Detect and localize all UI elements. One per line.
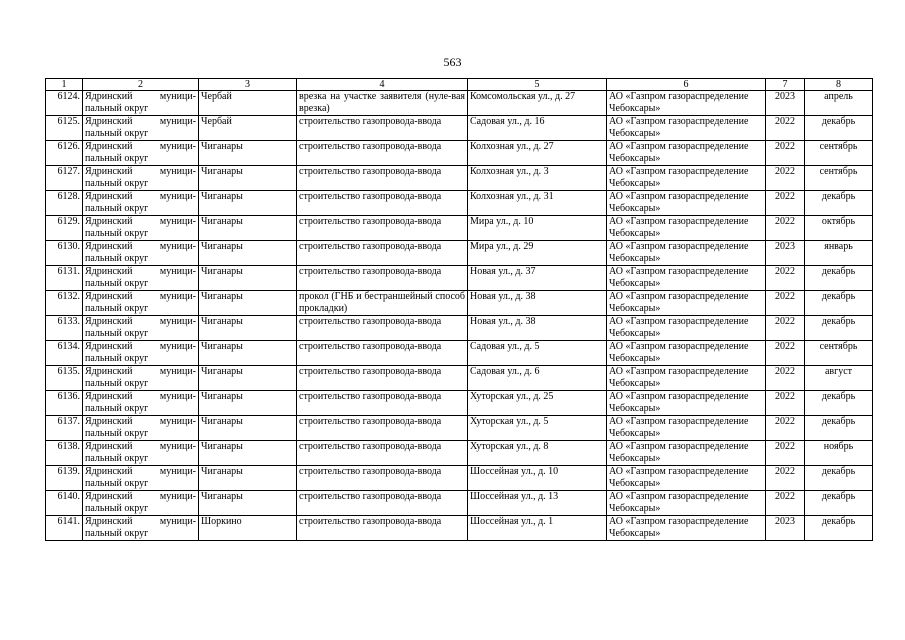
month-cell: декабрь	[805, 466, 873, 491]
column-header: 6	[607, 79, 766, 91]
address-cell: Шоссейная ул., д. 10	[468, 466, 607, 491]
work-type-cell: строительство газопровода-ввода	[297, 391, 468, 416]
row-number: 6136.	[46, 391, 83, 416]
work-type-cell: строительство газопровода-ввода	[297, 116, 468, 141]
month-cell: декабрь	[805, 291, 873, 316]
row-number: 6132.	[46, 291, 83, 316]
row-number: 6133.	[46, 316, 83, 341]
address-cell: Хуторская ул., д. 5	[468, 416, 607, 441]
work-type-cell: прокол (ГНБ и бестраншейный способ прокладки)	[297, 291, 468, 316]
address-cell: Садовая ул., д. 5	[468, 341, 607, 366]
work-type-cell: строительство газопровода-ввода	[297, 441, 468, 466]
table-row	[46, 141, 873, 166]
year-cell: 2022	[766, 466, 805, 491]
address-cell: Новая ул., д. 37	[468, 266, 607, 291]
district-cell: Ядринский муници-пальный округ	[83, 516, 199, 541]
column-header: 7	[766, 79, 805, 91]
month-cell: январь	[805, 241, 873, 266]
table-row	[46, 241, 873, 266]
month-cell: октябрь	[805, 216, 873, 241]
organization-cell: АО «Газпром газораспределение Чебоксары»	[607, 291, 766, 316]
year-cell: 2022	[766, 416, 805, 441]
settlement-cell: Чиганары	[199, 366, 297, 391]
district-cell: Ядринский муници-пальный округ	[83, 466, 199, 491]
settlement-cell: Чиганары	[199, 141, 297, 166]
settlement-cell: Чиганары	[199, 466, 297, 491]
district-cell: Ядринский муници-пальный округ	[83, 491, 199, 516]
month-cell: декабрь	[805, 416, 873, 441]
settlement-cell: Чиганары	[199, 191, 297, 216]
row-number: 6138.	[46, 441, 83, 466]
organization-cell: АО «Газпром газораспределение Чебоксары»	[607, 191, 766, 216]
district-cell: Ядринский муници-пальный округ	[83, 141, 199, 166]
address-cell: Мира ул., д. 29	[468, 241, 607, 266]
work-type-cell: строительство газопровода-ввода	[297, 491, 468, 516]
year-cell: 2022	[766, 341, 805, 366]
year-cell: 2022	[766, 266, 805, 291]
district-cell: Ядринский муници-пальный округ	[83, 266, 199, 291]
address-cell: Комсомольская ул., д. 27	[468, 91, 607, 116]
organization-cell: АО «Газпром газораспределение Чебоксары»	[607, 266, 766, 291]
organization-cell: АО «Газпром газораспределение Чебоксары»	[607, 416, 766, 441]
settlement-cell: Шоркино	[199, 516, 297, 541]
year-cell: 2022	[766, 291, 805, 316]
address-cell: Новая ул., д. 38	[468, 291, 607, 316]
address-cell: Колхозная ул., д. 3	[468, 166, 607, 191]
district-cell: Ядринский муници-пальный округ	[83, 91, 199, 116]
month-cell: декабрь	[805, 191, 873, 216]
district-cell: Ядринский муници-пальный округ	[83, 241, 199, 266]
table-row	[46, 416, 873, 441]
district-cell: Ядринский муници-пальный округ	[83, 166, 199, 191]
table-row	[46, 191, 873, 216]
organization-cell: АО «Газпром газораспределение Чебоксары»	[607, 316, 766, 341]
column-header: 5	[468, 79, 607, 91]
table-body	[46, 91, 873, 541]
work-type-cell: врезка на участке заявителя (нуле-вая врезка)	[297, 91, 468, 116]
row-number: 6124.	[46, 91, 83, 116]
year-cell: 2022	[766, 216, 805, 241]
settlement-cell: Чиганары	[199, 216, 297, 241]
settlement-cell: Чербай	[199, 91, 297, 116]
address-cell: Хуторская ул., д. 8	[468, 441, 607, 466]
organization-cell: АО «Газпром газораспределение Чебоксары»	[607, 391, 766, 416]
table-row	[46, 516, 873, 541]
district-cell: Ядринский муници-пальный округ	[83, 441, 199, 466]
register-table	[45, 78, 873, 541]
work-type-cell: строительство газопровода-ввода	[297, 166, 468, 191]
year-cell: 2022	[766, 441, 805, 466]
work-type-cell: строительство газопровода-ввода	[297, 191, 468, 216]
address-cell: Хуторская ул., д. 25	[468, 391, 607, 416]
table-row	[46, 91, 873, 116]
month-cell: август	[805, 366, 873, 391]
address-cell: Садовая ул., д. 16	[468, 116, 607, 141]
month-cell: апрель	[805, 91, 873, 116]
settlement-cell: Чиганары	[199, 166, 297, 191]
settlement-cell: Чербай	[199, 116, 297, 141]
month-cell: ноябрь	[805, 441, 873, 466]
column-header: 1	[46, 79, 83, 91]
district-cell: Ядринский муници-пальный округ	[83, 316, 199, 341]
year-cell: 2022	[766, 116, 805, 141]
district-cell: Ядринский муници-пальный округ	[83, 391, 199, 416]
work-type-cell: строительство газопровода-ввода	[297, 341, 468, 366]
column-number-row	[46, 79, 873, 91]
work-type-cell: строительство газопровода-ввода	[297, 416, 468, 441]
organization-cell: АО «Газпром газораспределение Чебоксары»	[607, 216, 766, 241]
table-row	[46, 441, 873, 466]
month-cell: сентябрь	[805, 141, 873, 166]
table-row	[46, 341, 873, 366]
settlement-cell: Чиганары	[199, 441, 297, 466]
organization-cell: АО «Газпром газораспределение Чебоксары»	[607, 466, 766, 491]
organization-cell: АО «Газпром газораспределение Чебоксары»	[607, 341, 766, 366]
address-cell: Шоссейная ул., д. 1	[468, 516, 607, 541]
month-cell: декабрь	[805, 116, 873, 141]
organization-cell: АО «Газпром газораспределение Чебоксары»	[607, 91, 766, 116]
month-cell: декабрь	[805, 516, 873, 541]
settlement-cell: Чиганары	[199, 391, 297, 416]
row-number: 6129.	[46, 216, 83, 241]
row-number: 6135.	[46, 366, 83, 391]
work-type-cell: строительство газопровода-ввода	[297, 466, 468, 491]
page-number: 563	[443, 55, 462, 69]
table-row	[46, 491, 873, 516]
address-cell: Новая ул., д. 38	[468, 316, 607, 341]
work-type-cell: строительство газопровода-ввода	[297, 266, 468, 291]
settlement-cell: Чиганары	[199, 316, 297, 341]
table-row	[46, 116, 873, 141]
organization-cell: АО «Газпром газораспределение Чебоксары»	[607, 441, 766, 466]
organization-cell: АО «Газпром газораспределение Чебоксары»	[607, 141, 766, 166]
work-type-cell: строительство газопровода-ввода	[297, 216, 468, 241]
work-type-cell: строительство газопровода-ввода	[297, 366, 468, 391]
row-number: 6130.	[46, 241, 83, 266]
organization-cell: АО «Газпром газораспределение Чебоксары»	[607, 366, 766, 391]
year-cell: 2023	[766, 516, 805, 541]
address-cell: Колхозная ул., д. 27	[468, 141, 607, 166]
organization-cell: АО «Газпром газораспределение Чебоксары»	[607, 516, 766, 541]
row-number: 6137.	[46, 416, 83, 441]
year-cell: 2022	[766, 366, 805, 391]
row-number: 6141.	[46, 516, 83, 541]
table-row	[46, 216, 873, 241]
month-cell: сентябрь	[805, 166, 873, 191]
address-cell: Мира ул., д. 10	[468, 216, 607, 241]
settlement-cell: Чиганары	[199, 241, 297, 266]
organization-cell: АО «Газпром газораспределение Чебоксары»	[607, 166, 766, 191]
month-cell: декабрь	[805, 391, 873, 416]
row-number: 6134.	[46, 341, 83, 366]
column-header: 2	[83, 79, 199, 91]
month-cell: сентябрь	[805, 341, 873, 366]
year-cell: 2023	[766, 91, 805, 116]
settlement-cell: Чиганары	[199, 341, 297, 366]
work-type-cell: строительство газопровода-ввода	[297, 241, 468, 266]
year-cell: 2022	[766, 391, 805, 416]
address-cell: Шоссейная ул., д. 13	[468, 491, 607, 516]
organization-cell: АО «Газпром газораспределение Чебоксары»	[607, 491, 766, 516]
settlement-cell: Чиганары	[199, 291, 297, 316]
district-cell: Ядринский муници-пальный округ	[83, 191, 199, 216]
work-type-cell: строительство газопровода-ввода	[297, 316, 468, 341]
district-cell: Ядринский муници-пальный округ	[83, 366, 199, 391]
year-cell: 2022	[766, 491, 805, 516]
row-number: 6140.	[46, 491, 83, 516]
table-row	[46, 466, 873, 491]
table-row	[46, 391, 873, 416]
year-cell: 2022	[766, 191, 805, 216]
year-cell: 2022	[766, 166, 805, 191]
column-header: 4	[297, 79, 468, 91]
month-cell: декабрь	[805, 491, 873, 516]
settlement-cell: Чиганары	[199, 266, 297, 291]
address-cell: Садовая ул., д. 6	[468, 366, 607, 391]
district-cell: Ядринский муници-пальный округ	[83, 416, 199, 441]
column-header: 3	[199, 79, 297, 91]
table-row	[46, 166, 873, 191]
work-type-cell: строительство газопровода-ввода	[297, 516, 468, 541]
organization-cell: АО «Газпром газораспределение Чебоксары»	[607, 241, 766, 266]
district-cell: Ядринский муници-пальный округ	[83, 291, 199, 316]
row-number: 6128.	[46, 191, 83, 216]
table-row	[46, 366, 873, 391]
row-number: 6139.	[46, 466, 83, 491]
year-cell: 2022	[766, 316, 805, 341]
row-number: 6125.	[46, 116, 83, 141]
address-cell: Колхозная ул., д. 31	[468, 191, 607, 216]
month-cell: декабрь	[805, 266, 873, 291]
table-row	[46, 291, 873, 316]
month-cell: декабрь	[805, 316, 873, 341]
row-number: 6126.	[46, 141, 83, 166]
work-type-cell: строительство газопровода-ввода	[297, 141, 468, 166]
organization-cell: АО «Газпром газораспределение Чебоксары»	[607, 116, 766, 141]
row-number: 6131.	[46, 266, 83, 291]
district-cell: Ядринский муници-пальный округ	[83, 341, 199, 366]
year-cell: 2023	[766, 241, 805, 266]
year-cell: 2022	[766, 141, 805, 166]
table-row	[46, 316, 873, 341]
column-header: 8	[805, 79, 873, 91]
row-number: 6127.	[46, 166, 83, 191]
district-cell: Ядринский муници-пальный округ	[83, 116, 199, 141]
table-row	[46, 266, 873, 291]
settlement-cell: Чиганары	[199, 491, 297, 516]
settlement-cell: Чиганары	[199, 416, 297, 441]
district-cell: Ядринский муници-пальный округ	[83, 216, 199, 241]
